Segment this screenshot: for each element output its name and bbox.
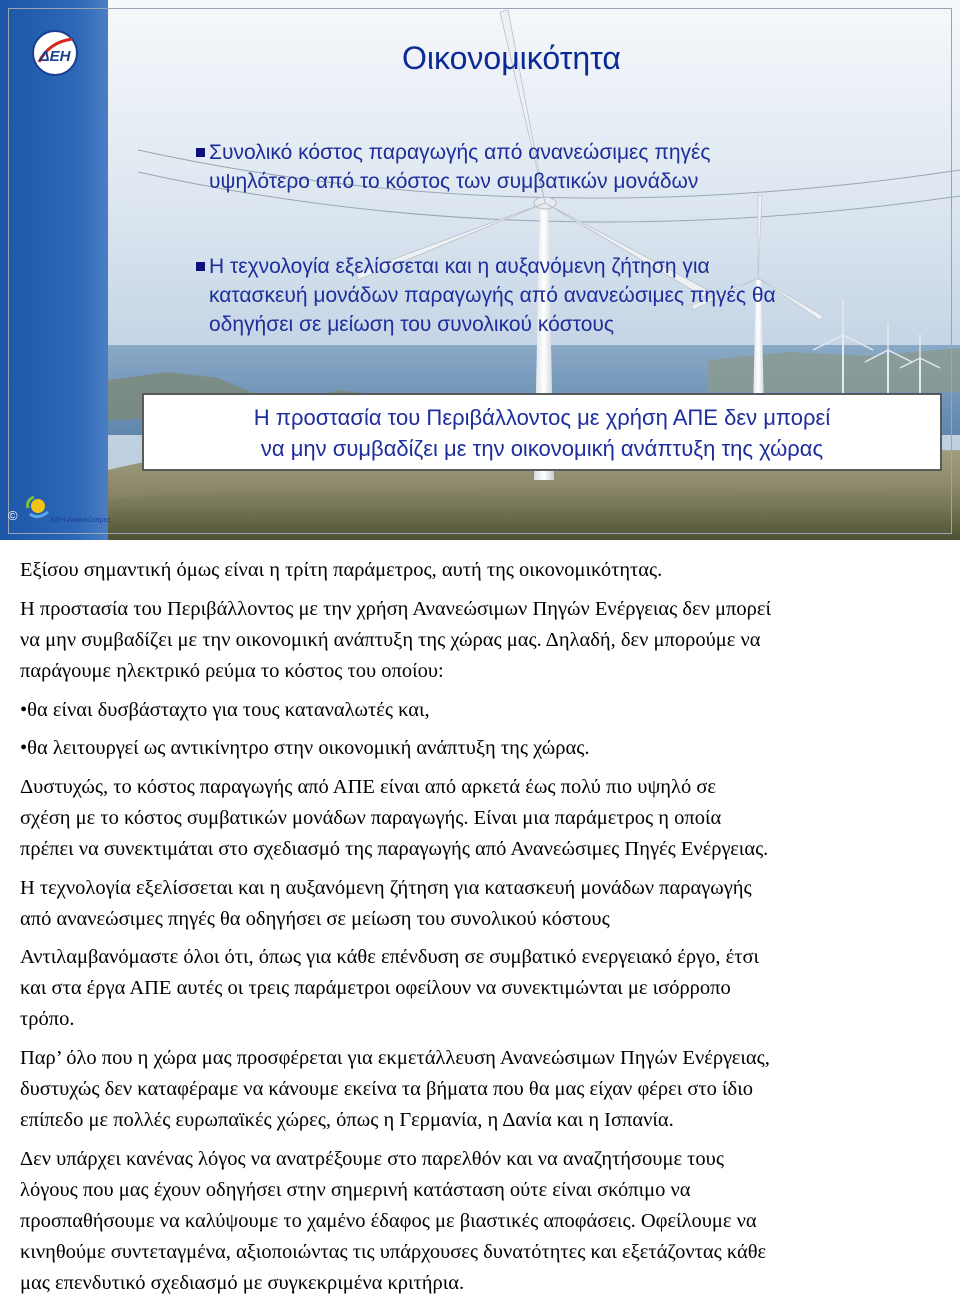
paragraph-line: πρέπει να συνεκτιμάται στο σχεδιασμό της παραγωγής από Ανανεώσιμες Πηγές Ενέργειας. bbox=[20, 838, 769, 860]
slide-bullet-2-line-2: κατασκευή μονάδων παραγωγής από ανανεώσιμες πηγές θα bbox=[209, 284, 776, 307]
slide-bullet-2-line-3: οδηγήσει σε μείωση του συνολικού κόστους bbox=[209, 313, 614, 336]
paragraph-line: σχέση με το κόστος συμβατικών μονάδων παραγωγής. Είναι μια παράμετρος η οποία bbox=[20, 807, 722, 829]
square-bullet-icon bbox=[196, 262, 205, 271]
paragraph-line: επίπεδο με πολλές ευρωπαϊκές χώρες, όπως η Γερμανία, η Δανία και η Ισπανία. bbox=[20, 1109, 674, 1131]
callout-line-2: να μην συμβαδίζει με την οικονομική ανάπτυξη της χώρας bbox=[260, 436, 824, 461]
paragraph-line: να μην συμβαδίζει με την οικονομική ανάπτυξη της χώρας μας. Δηλαδή, δεν μπορούμε να bbox=[20, 629, 761, 651]
deh-logo-text: ΔΕΗ bbox=[39, 48, 71, 65]
paragraph-conclusion bbox=[20, 1144, 956, 1299]
copyright-symbol: © bbox=[8, 508, 18, 523]
square-bullet-icon bbox=[196, 148, 205, 157]
paragraph-parameters bbox=[20, 942, 956, 1035]
callout-line-1: Η προστασία του Περιβάλλοντος με χρήση ΑΠΕ δεν μπορεί bbox=[253, 405, 831, 430]
slide-callout-box bbox=[142, 393, 942, 471]
paragraph-line: μας επενδυτικό σχεδιασμό με συγκεκριμένα κριτήρια. bbox=[20, 1272, 465, 1294]
paragraph-line: Δεν υπάρχει κανένας λόγος να ανατρέξουμε στο παρελθόν και να αναζητήσουμε τους bbox=[20, 1148, 724, 1170]
paragraph-line: λόγους που μας έχουν οδηγήσει στην σημερινή κατάσταση ούτε είναι σκόπιμο να bbox=[20, 1179, 691, 1201]
paragraph-line: Αντιλαμβανόμαστε όλοι ότι, όπως για κάθε επένδυση σε συμβατικό ενεργειακό έργο, έτσι bbox=[20, 946, 760, 968]
slide-bullet-2 bbox=[196, 252, 776, 339]
list-item-development: •θα λειτουργεί ως αντικίνητρο στην οικονομική ανάπτυξη της χώρας. bbox=[20, 737, 590, 759]
paragraph-line: από ανανεώσιμες πηγές θα οδηγήσει σε μείωση του συνολικού κόστους bbox=[20, 908, 610, 930]
paragraph-intro: Εξίσου σημαντική όμως είναι η τρίτη παράμετρος, αυτή της οικονομικότητας. bbox=[20, 559, 663, 581]
list-item-consumers: •θα είναι δυσβάσταχτο για τους καταναλωτές και, bbox=[20, 699, 430, 721]
paragraph-line: Παρ’ όλο που η χώρα μας προσφέρεται για εκμετάλλευση Ανανεώσιμων Πηγών Ενέργειας, bbox=[20, 1047, 770, 1069]
slide-bullet-2-line-1: Η τεχνολογία εξελίσσεται και η αυξανόμενη ζήτηση για bbox=[209, 255, 710, 278]
slide-bullet-1 bbox=[196, 138, 711, 196]
slide-title: Οικονομικότητα bbox=[402, 40, 621, 76]
paragraph-technology bbox=[20, 873, 956, 935]
paragraph-cost bbox=[20, 772, 956, 865]
slide-bullet-1-line-1: Συνολικό κόστος παραγωγής από ανανεώσιμες πηγές bbox=[209, 141, 711, 164]
paragraph-line: Δυστυχώς, το κόστος παραγωγής από ΑΠΕ είναι από αρκετά έως πολύ πιο υψηλό σε bbox=[20, 776, 716, 798]
paragraph-line: κινηθούμε συντεταγμένα, αξιοποιώντας τις υπάρχουσες δυνατότητες και εξετάζοντας κάθε bbox=[20, 1241, 767, 1263]
slide-sidebar bbox=[0, 0, 108, 540]
deh-renewables-logo bbox=[20, 492, 111, 532]
paragraph-line: και στα έργα ΑΠΕ αυτές οι τρεις παράμετροι οφείλουν να συνεκτιμώνται με ισόρροπο bbox=[20, 977, 731, 999]
paragraph-environment bbox=[20, 594, 956, 687]
slide-bullet-1-line-2: υψηλότερο από το κόστος των συμβατικών μονάδων bbox=[209, 170, 699, 193]
paragraph-line: Η προστασία του Περιβάλλοντος με την χρήση Ανανεώσιμων Πηγών Ενέργειας δεν μπορεί bbox=[20, 598, 771, 620]
deh-renewables-logo-text: ΔΕΗ Ανανεώσιμες bbox=[50, 515, 111, 524]
paragraph-europe bbox=[20, 1043, 956, 1136]
paragraph-line: τρόπο. bbox=[20, 1008, 75, 1030]
paragraph-line: προσπαθήσουμε να καλύψουμε το χαμένο έδαφος με βιαστικές αποφάσεις. Οφείλουμε να bbox=[20, 1210, 757, 1232]
deh-logo bbox=[30, 28, 80, 78]
slide-image bbox=[0, 0, 960, 540]
paragraph-line: δυστυχώς δεν καταφέραμε να κάνουμε εκείνα τα βήματα που θα μας είχαν φέρει στο ίδιο bbox=[20, 1078, 753, 1100]
paragraph-line: παράγουμε ηλεκτρικό ρεύμα το κόστος του οποίου: bbox=[20, 660, 444, 682]
paragraph-line: Η τεχνολογία εξελίσσεται και η αυξανόμενη ζήτηση για κατασκευή μονάδων παραγωγής bbox=[20, 877, 752, 899]
